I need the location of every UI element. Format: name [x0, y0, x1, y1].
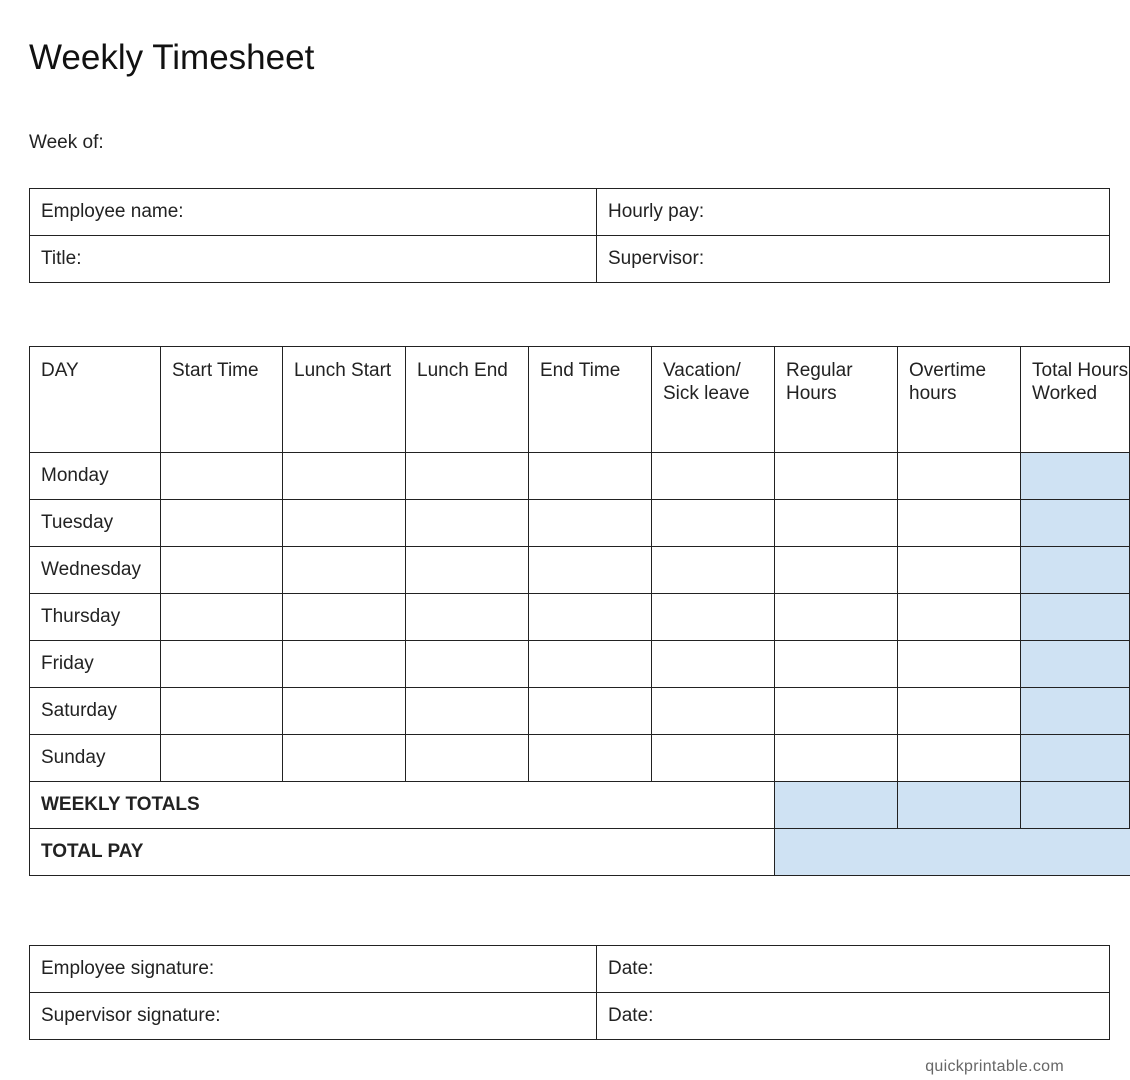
lunch-end-cell[interactable] — [406, 453, 529, 500]
end-time-cell[interactable] — [529, 453, 652, 500]
total-pay-row — [30, 829, 1130, 876]
vacation-sick-leave-cell[interactable] — [652, 500, 775, 547]
day-label: Tuesday — [30, 500, 161, 547]
lunch-start-cell[interactable] — [283, 641, 406, 688]
regular-hours-cell[interactable] — [775, 594, 898, 641]
week-of-label: Week of: — [29, 132, 104, 153]
supervisor-date-field[interactable]: Date: — [597, 993, 1110, 1040]
total-hours-worked-cell[interactable] — [1021, 735, 1130, 782]
day-label: Friday — [30, 641, 161, 688]
day-row — [30, 735, 1130, 782]
overtime-hours-cell[interactable] — [898, 688, 1021, 735]
day-row — [30, 547, 1130, 594]
end-time-cell[interactable] — [529, 594, 652, 641]
end-time-cell[interactable] — [529, 547, 652, 594]
regular-hours-cell[interactable] — [775, 735, 898, 782]
overtime-hours-cell[interactable] — [898, 500, 1021, 547]
end-time-cell[interactable] — [529, 641, 652, 688]
lunch-end-cell[interactable] — [406, 594, 529, 641]
lunch-start-cell[interactable] — [283, 688, 406, 735]
page-title: Weekly Timesheet — [29, 38, 315, 77]
employee-signature-field[interactable]: Employee signature: — [30, 946, 597, 993]
header-total-hours-worked: Total Hours Worked — [1021, 347, 1130, 453]
start-time-cell[interactable] — [161, 453, 283, 500]
header-day: DAY — [30, 347, 161, 453]
vacation-sick-leave-cell[interactable] — [652, 735, 775, 782]
day-label: Monday — [30, 453, 161, 500]
lunch-end-cell[interactable] — [406, 500, 529, 547]
weekly-totals-row — [30, 782, 1130, 829]
lunch-start-cell[interactable] — [283, 594, 406, 641]
hourly-pay-field[interactable]: Hourly pay: — [597, 189, 1110, 236]
day-row — [30, 641, 1130, 688]
day-label: Wednesday — [30, 547, 161, 594]
start-time-cell[interactable] — [161, 641, 283, 688]
header-overtime-hours: Overtime hours — [898, 347, 1021, 453]
total-hours-worked-cell[interactable] — [1021, 594, 1130, 641]
lunch-end-cell[interactable] — [406, 688, 529, 735]
table-row — [30, 946, 1110, 993]
weekly-total-hours-cell[interactable] — [1021, 782, 1130, 829]
total-hours-worked-cell[interactable] — [1021, 641, 1130, 688]
footer-website: quickprintable.com — [925, 1058, 1064, 1075]
lunch-end-cell[interactable] — [406, 547, 529, 594]
title-field[interactable]: Title: — [30, 236, 597, 283]
start-time-cell[interactable] — [161, 547, 283, 594]
lunch-start-cell[interactable] — [283, 500, 406, 547]
start-time-cell[interactable] — [161, 500, 283, 547]
day-row — [30, 500, 1130, 547]
total-hours-worked-cell[interactable] — [1021, 453, 1130, 500]
lunch-end-cell[interactable] — [406, 641, 529, 688]
header-regular-hours: Regular Hours — [775, 347, 898, 453]
total-pay-cell[interactable] — [775, 829, 1130, 876]
end-time-cell[interactable] — [529, 688, 652, 735]
day-label: Saturday — [30, 688, 161, 735]
total-hours-worked-cell[interactable] — [1021, 547, 1130, 594]
header-row — [30, 347, 1130, 453]
table-row — [30, 189, 1110, 236]
day-row — [30, 594, 1130, 641]
overtime-hours-cell[interactable] — [898, 735, 1021, 782]
regular-hours-cell[interactable] — [775, 641, 898, 688]
employee-info-table — [29, 188, 1110, 283]
header-lunch-start: Lunch Start — [283, 347, 406, 453]
start-time-cell[interactable] — [161, 735, 283, 782]
regular-hours-cell[interactable] — [775, 500, 898, 547]
header-vacation-sick-leave: Vacation/ Sick leave — [652, 347, 775, 453]
lunch-start-cell[interactable] — [283, 735, 406, 782]
total-hours-worked-cell[interactable] — [1021, 500, 1130, 547]
total-pay-label: TOTAL PAY — [30, 829, 775, 876]
regular-hours-cell[interactable] — [775, 453, 898, 500]
weekly-overtime-hours-cell[interactable] — [898, 782, 1021, 829]
table-row — [30, 236, 1110, 283]
timesheet-table — [29, 346, 1130, 876]
vacation-sick-leave-cell[interactable] — [652, 594, 775, 641]
overtime-hours-cell[interactable] — [898, 641, 1021, 688]
overtime-hours-cell[interactable] — [898, 547, 1021, 594]
end-time-cell[interactable] — [529, 735, 652, 782]
regular-hours-cell[interactable] — [775, 688, 898, 735]
supervisor-signature-field[interactable]: Supervisor signature: — [30, 993, 597, 1040]
header-lunch-end: Lunch End — [406, 347, 529, 453]
end-time-cell[interactable] — [529, 500, 652, 547]
day-label: Sunday — [30, 735, 161, 782]
signature-table — [29, 945, 1110, 1040]
start-time-cell[interactable] — [161, 688, 283, 735]
vacation-sick-leave-cell[interactable] — [652, 547, 775, 594]
supervisor-field[interactable]: Supervisor: — [597, 236, 1110, 283]
start-time-cell[interactable] — [161, 594, 283, 641]
vacation-sick-leave-cell[interactable] — [652, 688, 775, 735]
overtime-hours-cell[interactable] — [898, 453, 1021, 500]
vacation-sick-leave-cell[interactable] — [652, 641, 775, 688]
lunch-end-cell[interactable] — [406, 735, 529, 782]
header-start-time: Start Time — [161, 347, 283, 453]
day-row — [30, 688, 1130, 735]
regular-hours-cell[interactable] — [775, 547, 898, 594]
lunch-start-cell[interactable] — [283, 547, 406, 594]
vacation-sick-leave-cell[interactable] — [652, 453, 775, 500]
header-end-time: End Time — [529, 347, 652, 453]
lunch-start-cell[interactable] — [283, 453, 406, 500]
weekly-totals-label: WEEKLY TOTALS — [30, 782, 775, 829]
weekly-regular-hours-cell[interactable] — [775, 782, 898, 829]
employee-name-field[interactable]: Employee name: — [30, 189, 597, 236]
day-row — [30, 453, 1130, 500]
employee-date-field[interactable]: Date: — [597, 946, 1110, 993]
overtime-hours-cell[interactable] — [898, 594, 1021, 641]
table-row — [30, 993, 1110, 1040]
day-label: Thursday — [30, 594, 161, 641]
total-hours-worked-cell[interactable] — [1021, 688, 1130, 735]
